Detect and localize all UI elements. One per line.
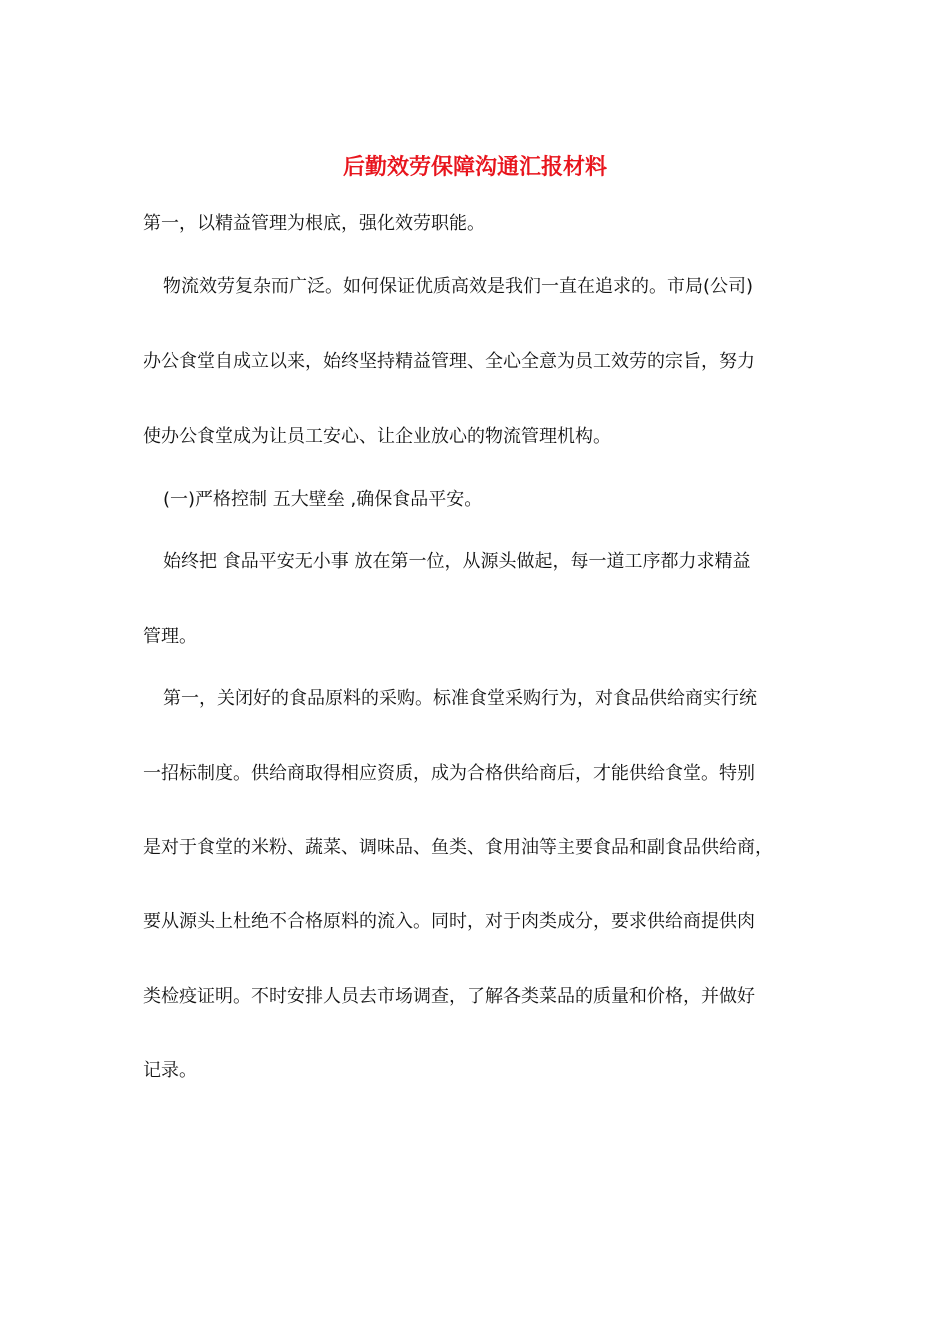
paragraph-line: 使办公食堂成为让员工安心、让企业放心的物流管理机构。 [143, 426, 611, 447]
paragraph-line: 一招标制度。供给商取得相应资质，成为合格供给商后，才能供给食堂。特别 [143, 763, 755, 784]
paragraph-line: 管理。 [143, 626, 197, 647]
paragraph-line: 是对于食堂的米粉、蔬菜、调味品、鱼类、食用油等主要食品和副食品供给商， [143, 837, 773, 858]
paragraph-line: 记录。 [143, 1060, 197, 1081]
document-title: 后勤效劳保障沟通汇报材料 [342, 154, 607, 180]
paragraph-line: 类检疫证明。不时安排人员去市场调查，了解各类菜品的质量和价格，并做好 [143, 986, 755, 1007]
paragraph-line: 要从源头上杜绝不合格原料的流入。同时，对于肉类成分，要求供给商提供肉 [143, 911, 755, 932]
paragraph-line: 物流效劳复杂而广泛。如何保证优质高效是我们一直在追求的。市局(公司) [163, 276, 754, 297]
paragraph-line: 始终把 食品平安无小事 放在第一位，从源头做起，每一道工序都力求精益 [163, 551, 751, 572]
subsection-heading: (一)严格控制 五大壁垒 ,确保食品平安。 [163, 489, 483, 510]
paragraph-line: 办公食堂自成立以来，始终坚持精益管理、全心全意为员工效劳的宗旨，努力 [143, 351, 755, 372]
paragraph-line: 第一，关闭好的食品原料的采购。标准食堂采购行为，对食品供给商实行统 [163, 688, 757, 709]
section-heading: 第一，以精益管理为根底，强化效劳职能。 [143, 213, 485, 234]
